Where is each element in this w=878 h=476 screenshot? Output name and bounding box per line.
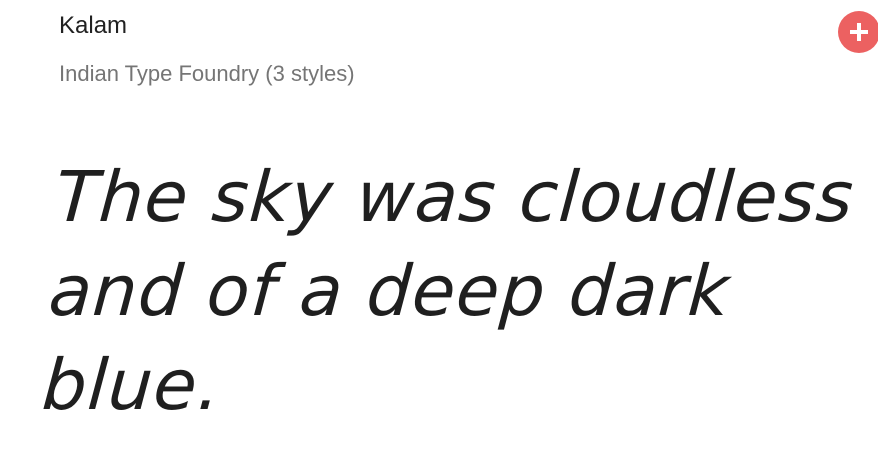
font-sample-text[interactable]: The sky was cloudless and of a deep dark blue. bbox=[39, 156, 857, 426]
font-foundry-styles: Indian Type Foundry (3 styles) bbox=[59, 61, 355, 86]
font-name[interactable]: Kalam bbox=[59, 12, 128, 39]
plus-icon bbox=[848, 21, 870, 43]
add-font-button[interactable] bbox=[838, 11, 878, 53]
